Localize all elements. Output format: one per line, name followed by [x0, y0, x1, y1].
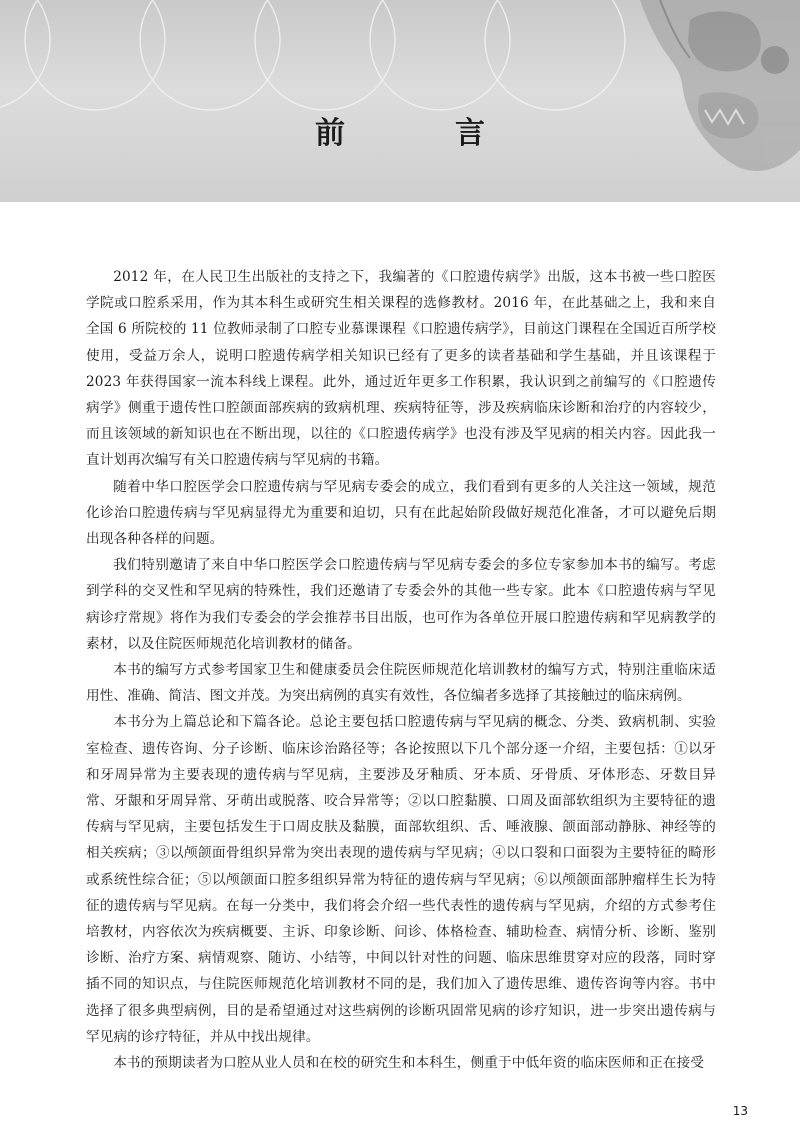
- paragraph: 2012 年，在人民卫生出版社的支持之下，我编著的《口腔遗传病学》出版，这本书被一些口腔医学院或口腔系采用，作为其本科生或研究生相关课程的选修教材。2016 年，在此基础之上，我和来自全国 6 所院校的 11 位教师录制了口腔专业慕课课程《口腔遗传病学》，目前这门课程在全国近百所学校使用，受益万余人，说明口腔遗传病学相关知识已经有了更多的读者基础和学生基础，并且该课程于 2023 年获得国家一流本科线上课程。此外，通过近年更多工作积累，我认识到之前编写的《口腔遗传病学》侧重于遗传性口腔颌面部疾病的致病机理、疾病特征等，涉及疾病临床诊断和治疗的内容较少，而且该领域的新知识也在不断出现，以往的《口腔遗传病学》也没有涉及罕见病的相关内容。因此我一直计划再次编写有关口腔遗传病与罕见病的书籍。: [86, 269, 716, 469]
- preface-body: [86, 264, 716, 1076]
- page-title: 前 言: [315, 116, 525, 151]
- paragraph: 本书的预期读者为口腔从业人员和在校的研究生和本科生，侧重于中低年资的临床医师和正在接受: [113, 1055, 705, 1072]
- page-number: 13: [732, 1104, 748, 1118]
- paragraph: 本书分为上篇总论和下篇各论。总论主要包括口腔遗传病与罕见病的概念、分类、致病机制、实验室检查、遗传咨询、分子诊断、临床诊治路径等；各论按照以下几个部分逐一介绍，主要包括：①以牙和牙周异常为主要表现的遗传病与罕见病，主要涉及牙釉质、牙本质、牙骨质、牙体形态、牙数目异常、牙龈和牙周异常、牙萌出或脱落、咬合异常等；②以口腔黏膜、口周及面部软组织为主要特征的遗传病与罕见病，主要包括发生于口周皮肤及黏膜，面部软组织、舌、唾液腺、颌面部动静脉、神经等的相关疾病；③以颅颌面骨组织异常为突出表现的遗传病与罕见病；④以口裂和口面裂为主要特征的畸形或系统性综合征；⑤以颅颌面口腔多组织异常为特征的遗传病与罕见病；⑥以颅颌面部肿瘤样生长为特征的遗传病与罕见病。在每一分类中，我们将会介绍一些代表性的遗传病与罕见病，介绍的方式参考住培教材，内容依次为疾病概要、主诉、印象诊断、问诊、体格检查、辅助检查、病情分析、诊断、鉴别诊断、治疗方案、病情观察、随访、小结等，中间以针对性的问题、临床思维贯穿对应的段落，同时穿插不同的知识点，与住院医师规范化培训教材不同的是，我们加入了遗传思维、遗传咨询等内容。书中选择了很多典型病例，目的是希望通过对这些病例的诊断巩固常见病的诊疗知识，进一步突出遗传病与罕见病的诊疗特征，并从中找出规律。: [86, 714, 716, 1045]
- paragraph: 本书的编写方式参考国家卫生和健康委员会住院医师规范化培训教材的编写方式，特别注重临床适用性、准确、简洁、图文并茂。为突出病例的真实有效性，各位编者多选择了其接触过的临床病例。: [86, 662, 716, 705]
- paragraph: 随着中华口腔医学会口腔遗传病与罕见病专委会的成立，我们看到有更多的人关注这一领域，规范化诊治口腔遗传病与罕见病显得尤为重要和迫切，只有在此起始阶段做好规范化准备，才可以避免后期出现各种各样的问题。: [86, 478, 716, 548]
- header-decoration: [0, 0, 800, 202]
- header-band: [0, 0, 800, 202]
- paragraph: 我们特别邀请了来自中华口腔医学会口腔遗传病与罕见病专委会的多位专家参加本书的编写。考虑到学科的交叉性和罕见病的特殊性，我们还邀请了专委会外的其他一些专家。此本《口腔遗传病与罕见病诊疗常规》将作为我们专委会的学会推荐书目出版，也可作为各单位开展口腔遗传病和罕见病教学的素材，以及住院医师规范化培训教材的储备。: [86, 557, 716, 652]
